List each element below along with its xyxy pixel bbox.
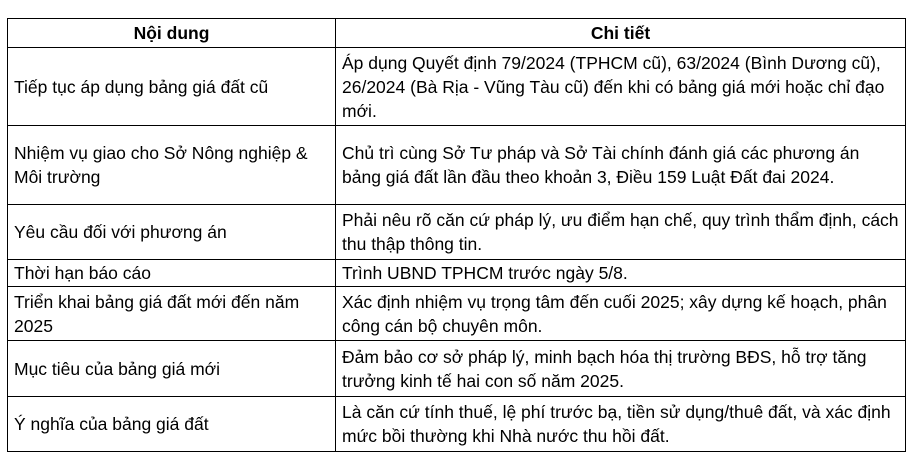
table-row xyxy=(8,126,906,205)
header-topic: Nội dung xyxy=(8,19,336,48)
table-row xyxy=(8,397,906,452)
table-row xyxy=(8,341,906,397)
header-detail: Chi tiết xyxy=(336,19,906,48)
row-detail: Trình UBND TPHCM trước ngày 5/8. xyxy=(336,260,906,287)
table-header-row xyxy=(8,19,906,48)
row-detail: Chủ trì cùng Sở Tư pháp và Sở Tài chính đánh giá các phương án bảng giá đất lần đầu theo khoản 3, Điều 159 Luật Đất đai 2024. xyxy=(336,126,906,205)
table-row xyxy=(8,48,906,126)
row-topic: Thời hạn báo cáo xyxy=(8,260,336,287)
row-detail: Xác định nhiệm vụ trọng tâm đến cuối 2025; xây dựng kế hoạch, phân công cán bộ chuyên môn. xyxy=(336,287,906,341)
table-row xyxy=(8,287,906,341)
row-topic: Nhiệm vụ giao cho Sở Nông nghiệp & Môi trường xyxy=(8,126,336,205)
info-table-container xyxy=(7,18,905,452)
row-topic: Ý nghĩa của bảng giá đất xyxy=(8,397,336,452)
row-topic: Mục tiêu của bảng giá mới xyxy=(8,341,336,397)
table-row xyxy=(8,260,906,287)
table-row xyxy=(8,205,906,260)
row-detail: Phải nêu rõ căn cứ pháp lý, ưu điểm hạn chế, quy trình thẩm định, cách thu thập thông tin. xyxy=(336,205,906,260)
row-detail: Là căn cứ tính thuế, lệ phí trước bạ, tiền sử dụng/thuê đất, và xác định mức bồi thường khi Nhà nước thu hồi đất. xyxy=(336,397,906,452)
info-table xyxy=(7,18,906,452)
row-topic: Triển khai bảng giá đất mới đến năm 2025 xyxy=(8,287,336,341)
row-detail: Đảm bảo cơ sở pháp lý, minh bạch hóa thị trường BĐS, hỗ trợ tăng trưởng kinh tế hai con số năm 2025. xyxy=(336,341,906,397)
row-detail: Áp dụng Quyết định 79/2024 (TPHCM cũ), 63/2024 (Bình Dương cũ), 26/2024 (Bà Rịa - Vũng Tàu cũ) đến khi có bảng giá mới hoặc chỉ đạo mới. xyxy=(336,48,906,126)
row-topic: Yêu cầu đối với phương án xyxy=(8,205,336,260)
row-topic: Tiếp tục áp dụng bảng giá đất cũ xyxy=(8,48,336,126)
